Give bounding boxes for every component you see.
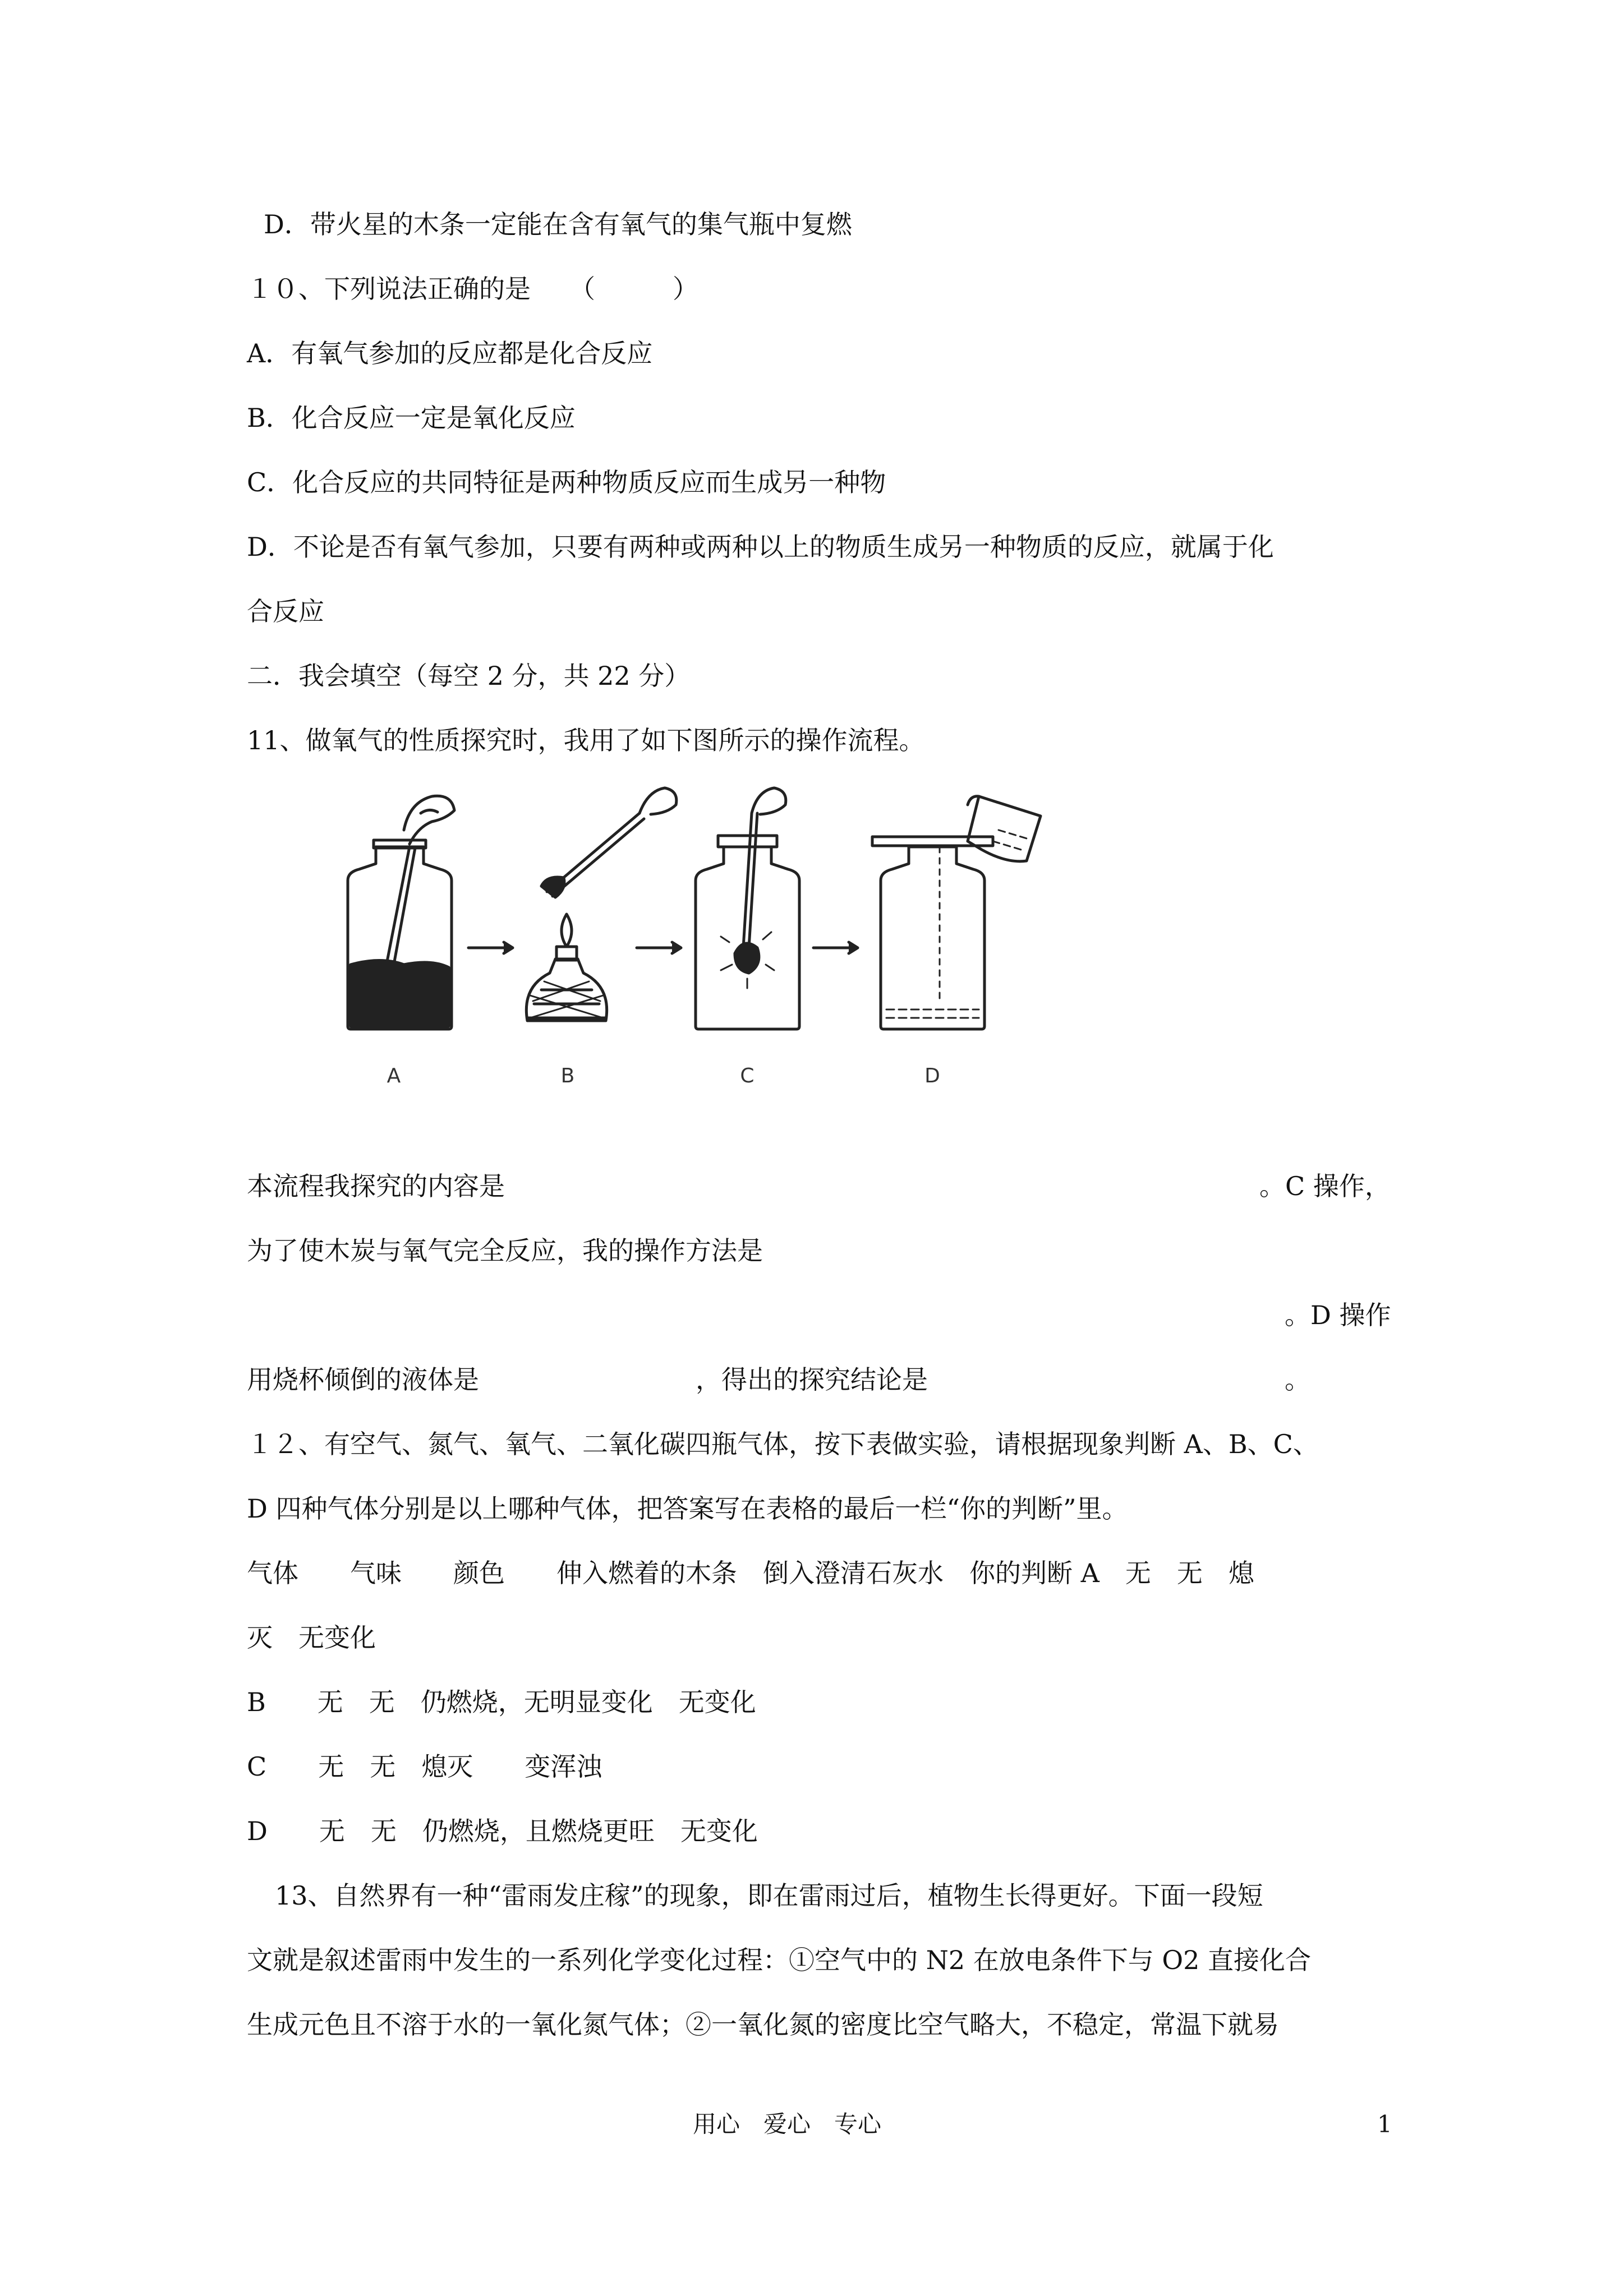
q11-blank-1-end: 。C 操作，: [1259, 1171, 1391, 1201]
flow-arrow-2: [637, 942, 681, 953]
question-11: 11、做氧气的性质探究时，我用了如下图所示的操作流程。: [247, 725, 925, 755]
question-13-cont-1: 文就是叙述雷雨中发生的一系列化学变化过程：①空气中的 N2 在放电条件下与 O2 直接化合: [247, 1945, 1311, 1975]
option-10c: C．化合反应的共同特征是两种物质反应而生成另一种物: [247, 467, 886, 497]
page-number: 1: [1377, 2110, 1392, 2138]
option-10a: A．有氧气参加的反应都是化合反应: [247, 338, 653, 368]
figure-step-c: [696, 788, 799, 1029]
q11-blank-3-prompt: 用烧杯倾倒的液体是: [247, 1364, 479, 1395]
table-row-c: C 无 无 熄灭 变浑浊: [247, 1751, 602, 1782]
option-9d: D．带火星的木条一定能在含有氧气的集气瓶中复燃: [264, 209, 852, 239]
table-row-a-cont: 灭 无变化: [247, 1622, 376, 1653]
q11-blank-2-end: 。D 操作: [1285, 1300, 1391, 1330]
flow-arrow-3: [813, 942, 858, 953]
q11-blank-4-prompt: ，得出的探究结论是: [696, 1364, 928, 1395]
option-10d: D．不论是否有氧气参加，只要有两种或两种以上的物质生成另一种物质的反应，就属于化: [247, 532, 1274, 562]
option-10d-cont: 合反应: [247, 596, 324, 626]
experiment-flow-figure: [325, 780, 1111, 1094]
figure-label-d: D: [924, 1064, 940, 1087]
q11-blank-1-prompt: 本流程我探究的内容是: [247, 1171, 505, 1201]
flow-arrow-1: [468, 942, 513, 953]
table-row-b: B 无 无 仍燃烧，无明显变化 无变化: [247, 1687, 756, 1717]
figure-label-c: C: [740, 1064, 755, 1087]
question-13: 13、自然界有一种“雷雨发庄稼”的现象，即在雷雨过后，植物生长得更好。下面一段短: [275, 1880, 1263, 1911]
section-heading-fill-in: 二．我会填空（每空 2 分，共 22 分）: [247, 661, 691, 691]
question-12: １２、有空气、氮气、氧气、二氧化碳四瓶气体，按下表做实验，请根据现象判断 A、B、C、: [247, 1429, 1319, 1459]
figure-step-a: [348, 796, 454, 1029]
question-13-cont-2: 生成元色且不溶于水的一氧化氮气体；②一氧化氮的密度比空气略大，不稳定，常温下就易: [247, 2009, 1279, 2040]
figure-label-b: B: [560, 1064, 575, 1087]
table-row-d: D 无 无 仍燃烧，且燃烧更旺 无变化: [247, 1816, 758, 1846]
q11-blank-2-prompt: 为了使木炭与氧气完全反应，我的操作方法是: [247, 1235, 763, 1266]
question-10: １０、下列说法正确的是 （ ）: [247, 274, 698, 304]
option-10b: B．化合反应一定是氧化反应: [247, 403, 576, 433]
footer-slogan: 用心 爱心 专心: [693, 2110, 882, 2138]
q11-blank-4-end: 。: [1285, 1364, 1310, 1395]
figure-label-a: A: [387, 1064, 401, 1087]
figure-step-b: [526, 788, 676, 1021]
figure-step-d: [872, 796, 1041, 1029]
question-12-cont: D 四种气体分别是以上哪种气体，把答案写在表格的最后一栏“你的判断”里。: [247, 1493, 1128, 1524]
table-header-row: 气体 气味 颜色 伸入燃着的木条 倒入澄清石灰水 你的判断 A 无 无 熄: [247, 1558, 1254, 1588]
